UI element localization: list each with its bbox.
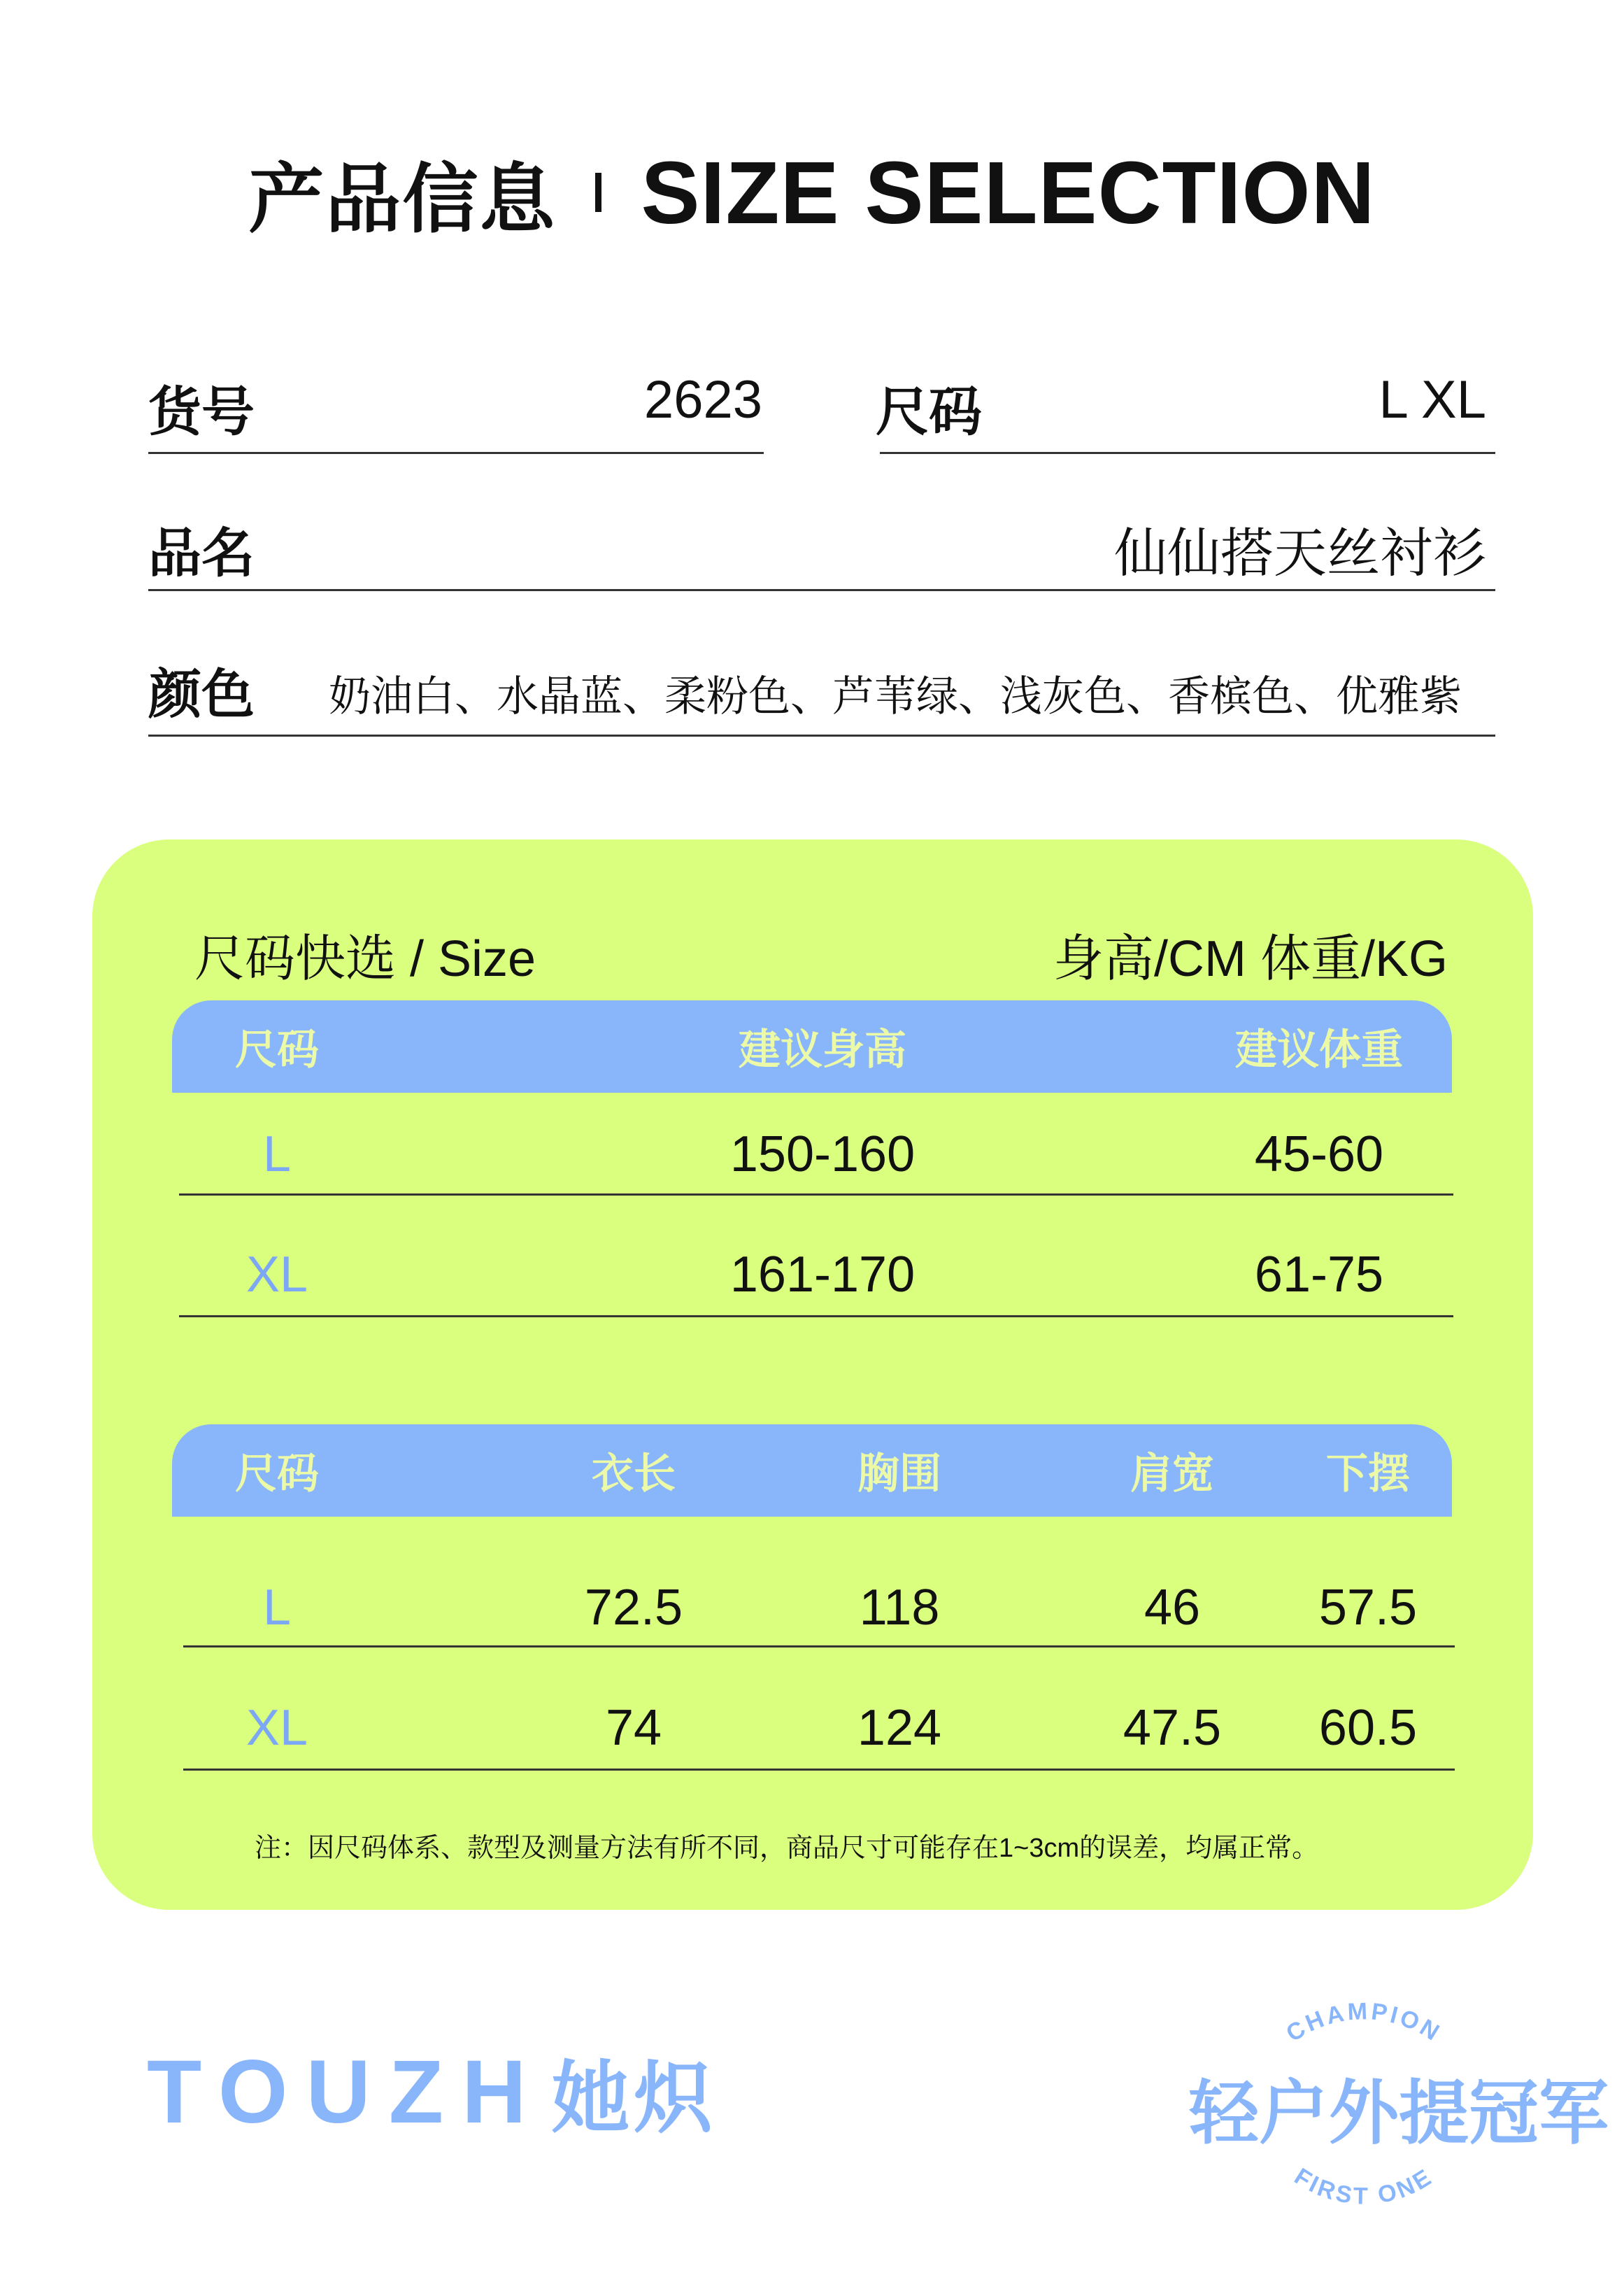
- item-no-rule: [148, 452, 764, 454]
- m-header-chest: 胸围: [857, 1450, 941, 1497]
- m-row1-length: 72.5: [584, 1580, 683, 1636]
- table-row: [172, 1686, 1452, 1770]
- brand-zh: 她炽: [551, 2055, 717, 2142]
- m-header-size: 尺码: [235, 1450, 319, 1497]
- m-row1-shoulder: 46: [1144, 1580, 1201, 1636]
- size-value: L XL: [1379, 370, 1486, 430]
- quick-select-title: 尺码快选 / Size: [194, 931, 536, 987]
- title-zh: 产品信息: [248, 156, 557, 241]
- m-row2-size: XL: [245, 1700, 308, 1756]
- size-note: 注：因尺码体系、款型及测量方法有所不同，商品尺寸可能存在1~3cm的误差，均属正常。: [255, 1834, 1319, 1863]
- champion-badge: [1189, 1952, 1609, 2246]
- qs-row1-size: L: [262, 1126, 292, 1182]
- color-rule: [148, 735, 1495, 737]
- m-row2-length: 74: [605, 1700, 662, 1756]
- quick-select-units: 身高/CM 体重/KG: [1053, 931, 1448, 987]
- qs-row2-size: XL: [245, 1247, 308, 1303]
- qs-header-weight: 建议体重: [1235, 1026, 1403, 1073]
- qs-header-height: 建议身高: [739, 1026, 906, 1073]
- qs-row2-weight: 61-75: [1254, 1247, 1384, 1303]
- color-label: 颜色: [148, 665, 255, 725]
- svg-text:FIRST ONE: FIRST ONE: [1289, 2162, 1439, 2210]
- m-header-hem: 下摆: [1326, 1450, 1410, 1497]
- name-value: 仙仙搭天丝衬衫: [1114, 524, 1486, 583]
- item-no-value: 2623: [643, 370, 762, 430]
- row-divider: [179, 1193, 1453, 1196]
- name-rule: [148, 589, 1495, 591]
- qs-row2-height: 161-170: [729, 1247, 916, 1303]
- row-divider: [183, 1769, 1455, 1771]
- m-row2-chest: 124: [857, 1700, 942, 1756]
- svg-text:CHAMPION: CHAMPION: [1281, 1997, 1446, 2048]
- size-rule: [880, 452, 1495, 454]
- qs-header-size: 尺码: [235, 1026, 319, 1073]
- badge-main-text: 轻户外提冠军: [1189, 2074, 1609, 2153]
- m-row1-hem: 57.5: [1318, 1580, 1418, 1636]
- table-row: [172, 1566, 1452, 1650]
- color-value: 奶油白、水晶蓝、柔粉色、芦苇绿、浅灰色、香槟色、优雅紫: [329, 673, 1462, 720]
- qs-row1-weight: 45-60: [1254, 1126, 1384, 1182]
- page-header: [0, 133, 1624, 252]
- m-header-length: 衣长: [592, 1450, 676, 1497]
- row-divider: [179, 1315, 1453, 1317]
- measurements-header: [172, 1424, 1452, 1517]
- m-row1-chest: 118: [859, 1580, 940, 1636]
- table-row: [172, 1233, 1452, 1317]
- quick-select-header: [172, 1000, 1452, 1093]
- size-label: 尺码: [876, 383, 982, 442]
- m-row1-size: L: [262, 1580, 292, 1636]
- name-label: 品名: [148, 524, 255, 583]
- brand-en: TOUZH: [147, 2042, 545, 2142]
- title-separator: [595, 173, 601, 212]
- title-en: SIZE SELECTION: [641, 143, 1376, 242]
- m-row2-hem: 60.5: [1318, 1700, 1418, 1756]
- row-divider: [183, 1645, 1455, 1647]
- item-no-label: 货号: [148, 383, 255, 442]
- m-header-shoulder: 肩宽: [1130, 1450, 1214, 1497]
- table-row: [172, 1112, 1452, 1196]
- qs-row1-height: 150-160: [729, 1126, 916, 1182]
- brand-logo: [147, 2036, 717, 2148]
- m-row2-shoulder: 47.5: [1123, 1700, 1222, 1756]
